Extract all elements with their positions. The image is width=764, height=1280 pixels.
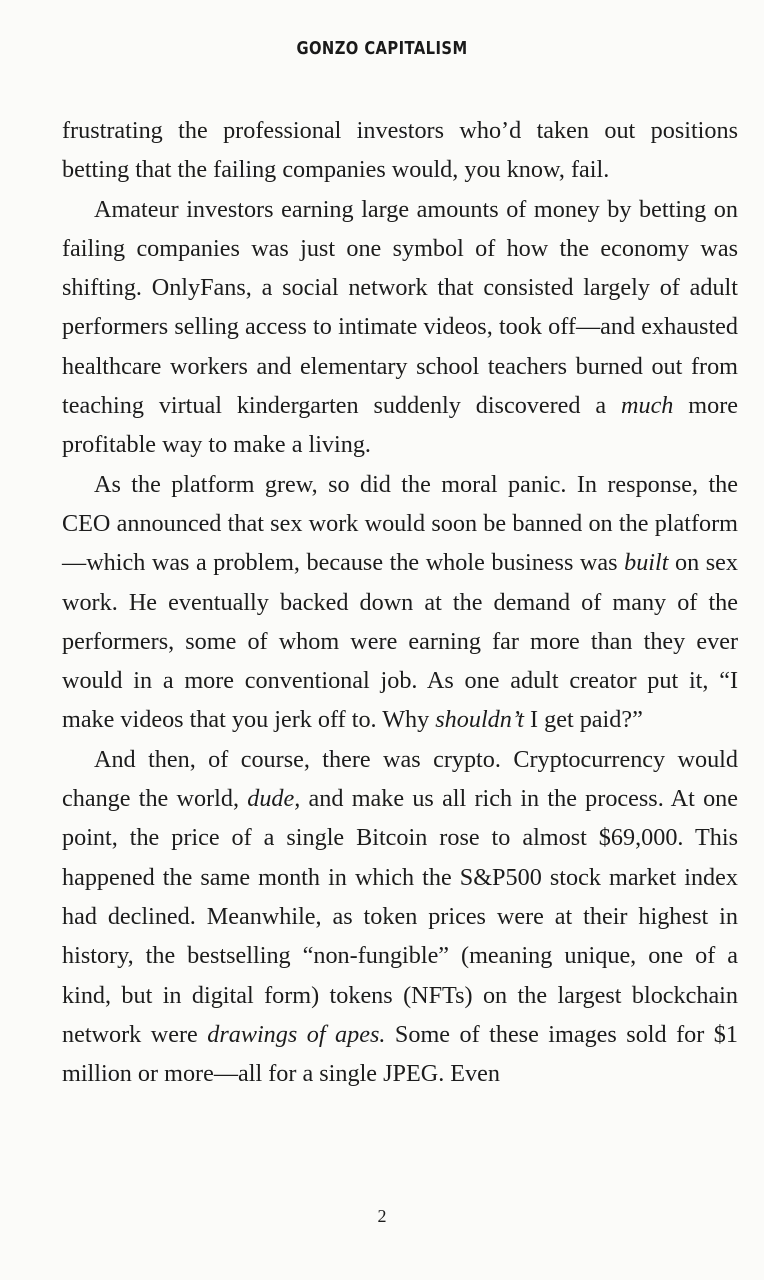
text-run: more profitable way to make a living. xyxy=(62,392,738,459)
text-run: And then, of course, there was crypto. Cryptocurrency would change the world, xyxy=(62,745,738,813)
text-run: I get paid?” xyxy=(523,706,643,734)
text-run: frustrating the professional investors who’d taken out positions betting that the failing companies would, you know, fail. xyxy=(62,117,738,184)
italic-run: shouldn’t xyxy=(435,706,524,734)
text-run: and make us all rich in the process. At one point, the price of a single Bitcoin rose to almost $69,000. This happened the same month in which the S&P500 stock market index had declined. Meanwhile, as token prices were at their highest in history, the bestselling “non-fungible” (meaning unique, one of a kind, but in digital form) tokens (NFTs) on the largest blockchain network were xyxy=(62,785,739,1048)
italic-run: drawings of apes. xyxy=(207,1020,386,1048)
italic-run: built xyxy=(624,549,669,577)
text-run: on sex work. He eventually backed down at the demand of many of the performers, some of whom were earning far more than they ever would in a more conventional job. As one adult creator put it, “I make videos that you jerk off to. Why xyxy=(62,549,738,734)
text-run: As the platform grew, so did the moral panic. In response, the CEO announced that sex work would soon be banned on the platform—which was a problem, because the whole business was xyxy=(62,470,738,577)
paragraph xyxy=(62,740,738,1094)
paragraph xyxy=(62,465,738,740)
running-head: GONZO CAPITALISM xyxy=(296,38,468,59)
text-run: Some of these images sold for $1 million or more—all for a single JPEG. Even xyxy=(62,1020,738,1088)
italic-run: much xyxy=(621,392,674,420)
body-text xyxy=(62,111,738,1093)
paragraph xyxy=(62,190,738,465)
paragraph xyxy=(62,111,738,190)
italic-run: dude, xyxy=(247,785,301,813)
text-run: Amateur investors earning large amounts of money by betting on failing companies was just one symbol of how the economy was shifting. OnlyFans, a social network that consisted largely of adult performers selling access to intimate videos, took off—and exhausted healthcare workers and elementary school teachers burned out from teaching virtual kindergarten suddenly discovered a xyxy=(62,195,738,420)
page-number: 2 xyxy=(377,1206,387,1226)
